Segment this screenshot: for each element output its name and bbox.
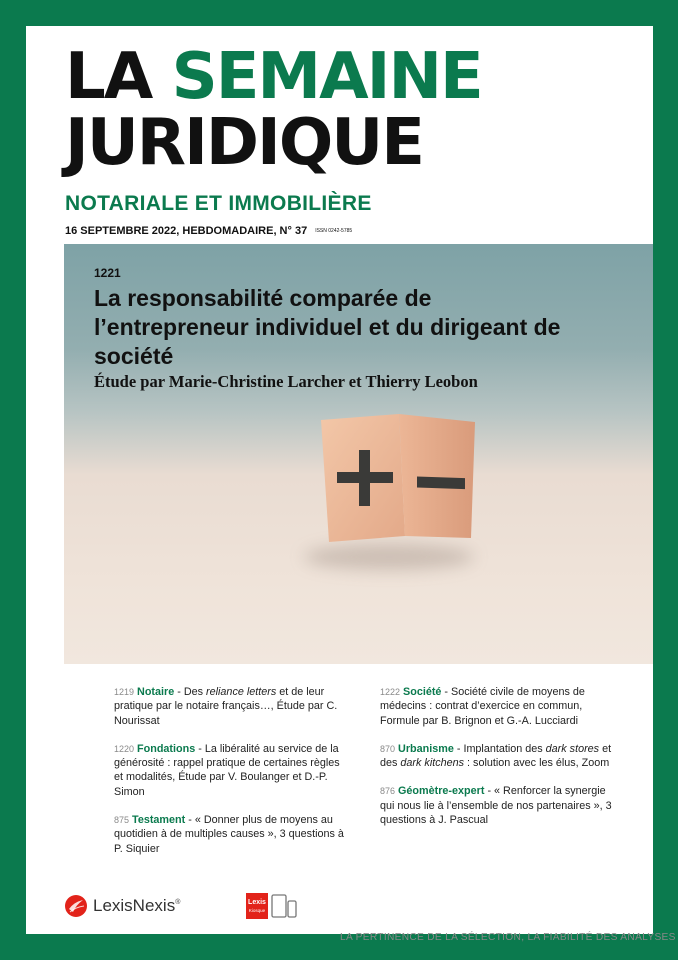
frame-right — [653, 240, 678, 960]
tablet-icon — [272, 895, 286, 917]
journal-subtitle: NOTARIALE ET IMMOBILIÈRE — [65, 192, 372, 215]
toc-right — [380, 685, 612, 841]
lexisnexis-wordmark: LexisNexis — [93, 896, 176, 915]
lexisnexis-emblem-icon — [64, 894, 88, 918]
masthead-line-1 — [65, 40, 482, 114]
toc-item[interactable] — [114, 813, 346, 856]
toc-item[interactable] — [114, 742, 346, 799]
toc-text: et de leur pratique par le notaire français…, Étude par C. Nourissat — [114, 686, 338, 727]
toc-text-italic: dark stores — [545, 742, 600, 755]
kiosque-label-2: Kiosque — [248, 908, 266, 913]
toc-heading: Société — [403, 686, 442, 698]
toc-text: : solution avec les élus, Zoom — [464, 757, 610, 770]
toc-number: 1219 — [114, 687, 135, 697]
minus-icon — [417, 476, 465, 489]
toc-item[interactable] — [380, 685, 612, 728]
lexisnexis-logo[interactable] — [64, 894, 180, 918]
registered-mark: ® — [175, 898, 181, 906]
cover-page — [26, 26, 676, 943]
toc-text: et des — [380, 742, 612, 770]
issue-date: 16 SEPTEMBRE 2022, HEBDOMADAIRE, N° 37 — [65, 225, 308, 237]
wooden-cube — [317, 414, 482, 549]
toc-item[interactable] — [114, 685, 346, 728]
kiosque-badge[interactable] — [246, 891, 298, 926]
toc-number: 1222 — [380, 687, 401, 697]
article-title: La responsabilité comparée de l’entrepreneur individuel et du dirigeant de société — [94, 285, 561, 369]
toc-number: 1220 — [114, 743, 135, 754]
article-number: 1221 — [94, 266, 121, 280]
toc-heading: Fondations — [137, 742, 196, 755]
toc-number: 875 — [114, 815, 130, 826]
issn: ISSN 0242-5785 — [315, 228, 353, 235]
article-author: Étude par Marie-Christine Larcher et Thierry Leobon — [94, 372, 478, 391]
tagline: LA PERTINENCE DE LA SÉLECTION, LA FIABILITÉ DES ANALYSES — [340, 932, 676, 943]
toc-text-italic: reliance letters — [206, 686, 277, 698]
toc-text: - « Donner plus de moyens au quotidien à de multiples causes », 3 questions à P. Siquier — [114, 814, 344, 855]
masthead-line-2: JURIDIQUE — [65, 106, 423, 180]
masthead-la: LA — [65, 40, 172, 114]
toc-text: - Société civile de moyens de médecins : contrat d’exercice en commun, Formule par B. Brignon et G.-A. Lucciardi — [380, 686, 585, 727]
toc-left — [114, 685, 346, 870]
toc-number: 870 — [380, 743, 396, 754]
toc-heading: Urbanisme — [398, 742, 454, 755]
toc-text-italic: dark kitchens — [400, 757, 465, 770]
masthead-semaine: SEMAINE — [171, 40, 482, 114]
cover-image — [64, 244, 653, 664]
kiosque-icon — [246, 891, 298, 921]
toc-item[interactable] — [380, 742, 612, 771]
kiosque-label-1: Lexis — [248, 899, 266, 906]
toc-heading: Testament — [132, 814, 186, 827]
toc-item[interactable] — [380, 784, 612, 827]
toc-number: 876 — [380, 786, 396, 797]
dateline — [65, 225, 352, 237]
toc-text: - La libéralité au service de la générosité : rappel pratique de certaines règles et modalités, Étude par V. Boulanger et D.-P. Simon — [114, 742, 340, 798]
frame-left — [0, 0, 26, 960]
phone-icon — [288, 901, 296, 917]
toc-text: - Implantation des — [453, 742, 546, 755]
toc-text: - « Renforcer la synergie qui nous lie à l’ensemble de nos partenaires », 3 questions à J. Pascual — [380, 785, 612, 827]
toc-heading: Notaire — [137, 686, 175, 698]
toc-heading: Géomètre-expert — [398, 785, 485, 798]
toc-text: - Des — [174, 686, 207, 698]
